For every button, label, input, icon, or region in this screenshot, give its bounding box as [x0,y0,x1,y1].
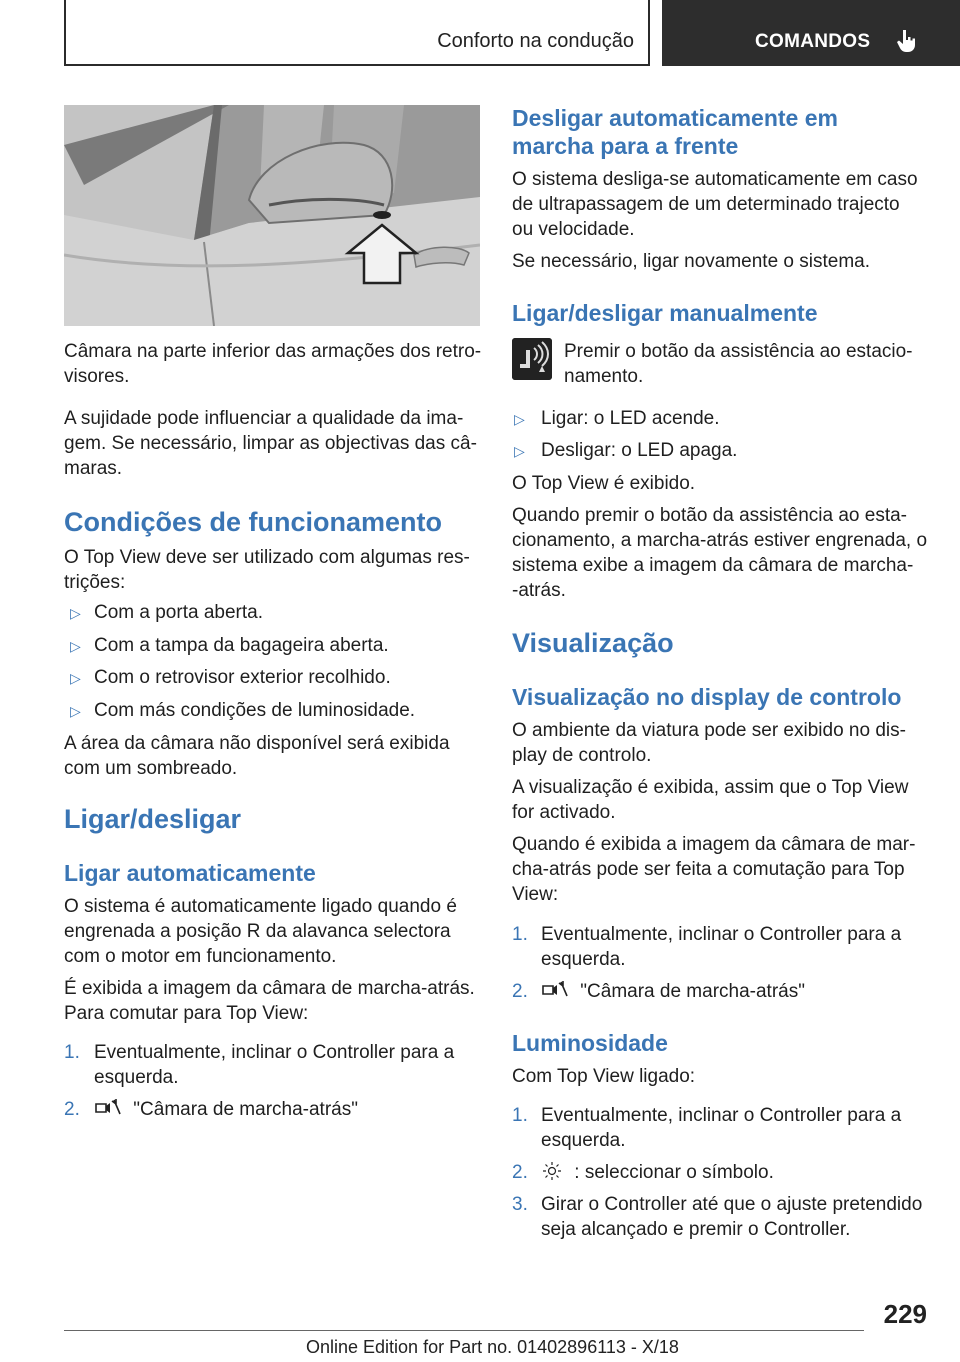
brightness-heading: Luminosidade [512,1030,668,1056]
step-number: 1. [512,924,528,945]
header-section-title: Conforto na condução [437,30,634,52]
bullet-triangle-icon: ▷ [514,443,525,459]
list-item: Com más condições de luminosidade. [94,700,416,721]
footer-edition: Online Edition for Part no. 01402896113 - X/18 [306,1337,679,1357]
step-text: Girar o Controller até que o ajuste pretendido seja alcançado e premir o Controller. [541,1194,923,1240]
auto-on-heading: Ligar automaticamente [64,860,316,886]
page-number: 229 [883,1299,927,1329]
step-text: Eventualmente, inclinar o Controller para a esquerda. [94,1042,455,1088]
shade-note: A área da câmara não disponível será exibida com um sombreado. [64,733,450,779]
display-heading: Visualização no display de controlo [512,684,902,710]
display-text: O ambiente da viatura pode ser exibido no dis- play de controlo. [512,720,906,766]
bullet-triangle-icon: ▷ [70,638,81,654]
auto-off-text: O sistema desliga-se automaticamente em caso de ultrapassagem de um determinado trajecto ou velocidade. [512,169,918,240]
manual-heading: Ligar/desligar manualmente [512,300,818,326]
step-text: "Câmara de marcha-atrás" [541,979,805,1004]
step-number: 2. [512,1162,528,1183]
when-pressed-text: Quando premir o botão da assistência ao esta- cionamento, a marcha-atrás estiver engrenada, o sistema exibe a imagem da câmara de marcha- -atrás. [512,505,928,601]
step-text: "Câmara de marcha-atrás" [94,1097,358,1122]
manual-text: Premir o botão da assistência ao estacio- namento. [564,341,913,387]
shown-text: O Top View é exibido. [512,473,696,494]
mirror-camera-photo [64,105,480,326]
bullet-triangle-icon: ▷ [70,670,81,686]
step-text: : seleccionar o símbolo. [541,1160,774,1185]
step-number: 2. [64,1099,80,1120]
switch-text: Quando é exibida a imagem da câmara de mar- cha-atrás pode ser feita a comutação para Top View: [512,834,916,905]
reenable-text: Se necessário, ligar novamente o sistema. [512,251,871,272]
parking-assistant-button-icon [512,338,552,380]
footer-divider [64,1330,864,1331]
auto-on-text: O sistema é automaticamente ligado quando é engrenada a posição R da alavanca selectora com o motor em funcionamento. [64,896,457,967]
step-number: 3. [512,1194,528,1215]
bullet-triangle-icon: ▷ [514,411,525,427]
bullet-triangle-icon: ▷ [70,703,81,719]
conditions-heading: Condições de funcionamento [64,507,443,537]
brightness-sun-icon [541,1161,563,1181]
hand-pointer-icon [894,28,920,54]
rear-camera-icon [94,1098,122,1118]
list-item: Com o retrovisor exterior recolhido. [94,667,391,688]
onoff-heading: Ligar/desligar [64,804,242,834]
list-item: Ligar: o LED acende. [541,408,720,429]
step-number: 2. [512,981,528,1002]
view-heading: Visualização [512,628,674,658]
conditions-intro: O Top View deve ser utilizado com algumas res- trições: [64,547,470,593]
list-item: Com a tampa da bagageira aberta. [94,635,389,656]
step-text: Eventualmente, inclinar o Controller para a esquerda. [541,1105,902,1151]
header-section-box [64,0,650,66]
brightness-intro: Com Top View ligado: [512,1066,696,1087]
step-text: Eventualmente, inclinar o Controller para a esquerda. [541,924,902,970]
rear-cam-text: É exibida a imagem da câmara de marcha-atrás. Para comutar para Top View: [64,978,475,1024]
shown-when-text: A visualização é exibida, assim que o Top View for activado. [512,777,909,823]
dirt-note: A sujidade pode influenciar a qualidade da ima- gem. Se necessário, limpar as objectivas das câ- maras. [64,408,477,479]
auto-off-heading: Desligar automaticamente em marcha para a frente [512,105,838,159]
list-item: Desligar: o LED apaga. [541,440,738,461]
bullet-triangle-icon: ▷ [70,605,81,621]
list-item: Com a porta aberta. [94,602,263,623]
header-chapter-title: COMANDOS [755,31,871,52]
step-number: 1. [64,1042,80,1063]
rear-camera-icon [541,980,569,1000]
step-number: 1. [512,1105,528,1126]
photo-caption: Câmara na parte inferior das armações dos retro- visores. [64,341,482,387]
